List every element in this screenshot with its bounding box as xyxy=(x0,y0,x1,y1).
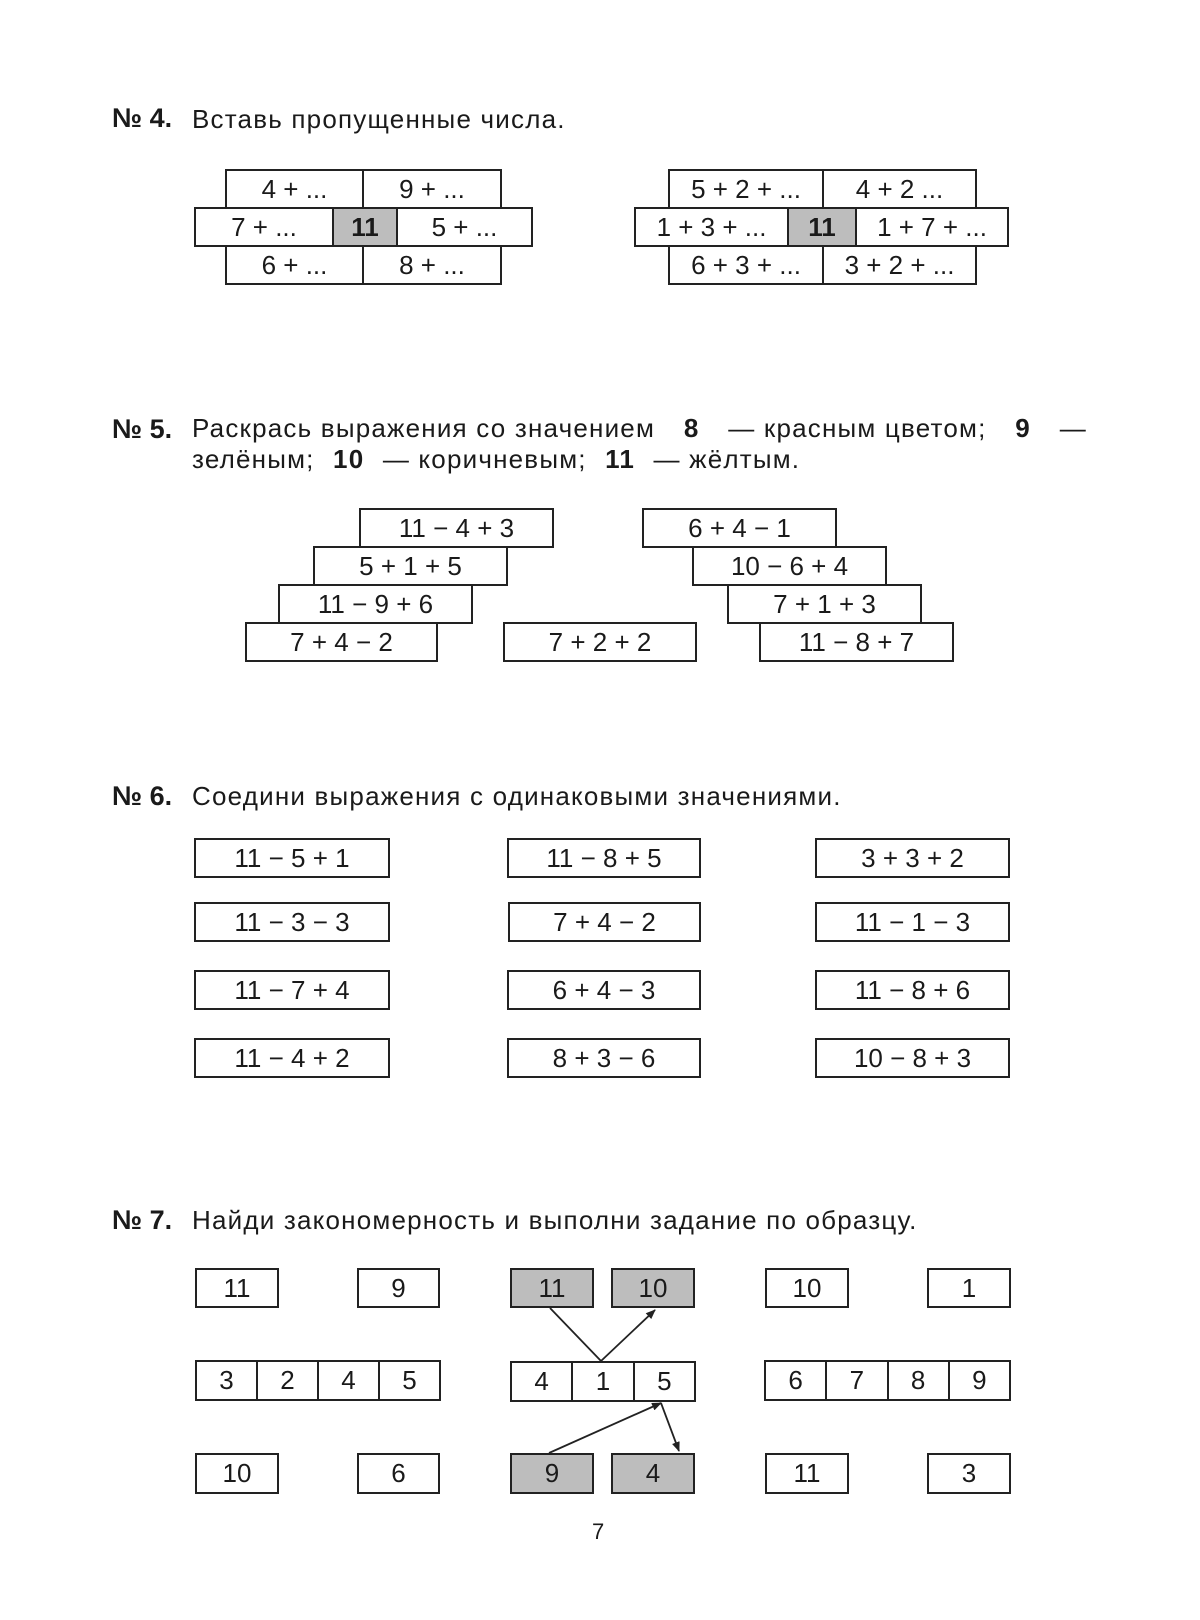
t5-right-expr-4[interactable]: 11 − 8 + 7 xyxy=(759,622,954,662)
t7-g3-cell: 8 xyxy=(887,1362,948,1399)
t7-g2-top-right: 10 xyxy=(611,1268,695,1308)
t5-left-expr-3[interactable]: 11 − 9 + 6 xyxy=(278,584,473,624)
t6-col2-expr[interactable]: 11 − 8 + 5 xyxy=(507,838,701,878)
t7-g3-bottom-left: 11 xyxy=(765,1453,849,1494)
t4a-bottom-left[interactable]: 6 + ... xyxy=(225,245,364,285)
t7-g3-number-row[interactable] xyxy=(764,1360,1011,1401)
t7-g3-cell: 7 xyxy=(825,1362,886,1399)
t5-right-expr-2[interactable]: 10 − 6 + 4 xyxy=(692,546,887,586)
t7-g1-bottom-right: 6 xyxy=(357,1453,440,1494)
t7-g1-cell: 2 xyxy=(256,1362,317,1399)
t7-g1-cell: 4 xyxy=(317,1362,378,1399)
t7-g1-bottom-left: 10 xyxy=(195,1453,279,1494)
t5-middle-expr[interactable]: 7 + 2 + 2 xyxy=(503,622,697,662)
task4-number: № 4. xyxy=(112,103,173,133)
t6-col2-expr[interactable]: 8 + 3 − 6 xyxy=(507,1038,701,1078)
t4b-bottom-left[interactable]: 6 + 3 + ... xyxy=(668,245,824,285)
arrow-line xyxy=(601,1310,655,1361)
task6-instruction: Соедини выражения с одинаковыми значениями. xyxy=(192,781,842,811)
page-number: 7 xyxy=(592,1519,605,1544)
t6-col1-expr[interactable]: 11 − 4 + 2 xyxy=(194,1038,390,1078)
t6-col2-expr[interactable]: 7 + 4 − 2 xyxy=(508,902,701,942)
t5-left-expr-2[interactable]: 5 + 1 + 5 xyxy=(313,546,508,586)
t6-col1-expr[interactable]: 11 − 3 − 3 xyxy=(194,902,390,942)
t4b-center: 11 xyxy=(787,207,857,247)
t7-g1-top-left: 11 xyxy=(195,1268,279,1308)
t7-g2-cell: 5 xyxy=(633,1363,694,1400)
arrow-line xyxy=(550,1308,601,1361)
t4a-top-right[interactable]: 9 + ... xyxy=(362,169,502,209)
t5-right-expr-3[interactable]: 7 + 1 + 3 xyxy=(727,584,922,624)
t4b-top-right[interactable]: 4 + 2 ... xyxy=(822,169,977,209)
t6-col3-expr[interactable]: 10 − 8 + 3 xyxy=(815,1038,1010,1078)
t4a-bottom-right[interactable]: 8 + ... xyxy=(362,245,502,285)
task4-instruction: Вставь пропущенные числа. xyxy=(192,104,566,134)
task5-instruction-line2: зелёным; 10 — коричневым; 11 — жёлтым. xyxy=(192,444,801,474)
task7-number: № 7. xyxy=(112,1205,173,1235)
t6-col3-expr[interactable]: 11 − 8 + 6 xyxy=(815,970,1010,1010)
t4a-mid-left[interactable]: 7 + ... xyxy=(194,207,334,247)
t7-g3-cell: 6 xyxy=(788,1365,803,1395)
t4b-bottom-right[interactable]: 3 + 2 + ... xyxy=(822,245,977,285)
t7-g3-bottom-right: 3 xyxy=(927,1453,1011,1494)
t4b-mid-right[interactable]: 1 + 7 + ... xyxy=(855,207,1009,247)
t7-g3-cell: 9 xyxy=(948,1362,1009,1399)
t6-col1-expr[interactable]: 11 − 7 + 4 xyxy=(194,970,390,1010)
t7-g2-bottom-right: 4 xyxy=(611,1453,695,1494)
task6-number: № 6. xyxy=(112,781,173,811)
t7-g1-cell: 5 xyxy=(378,1362,439,1399)
t6-col2-expr[interactable]: 6 + 4 − 3 xyxy=(507,970,701,1010)
t4a-center: 11 xyxy=(332,207,398,247)
task5-instruction-line1: Раскрась выражения со значением 8 — красным цветом; 9 — xyxy=(192,413,1087,443)
t7-g2-bottom-left: 9 xyxy=(510,1453,594,1494)
t6-col1-expr[interactable]: 11 − 5 + 1 xyxy=(194,838,390,878)
t7-g2-cell: 4 xyxy=(534,1366,549,1396)
t4a-mid-right[interactable]: 5 + ... xyxy=(396,207,533,247)
t7-g2-cell: 1 xyxy=(571,1363,632,1400)
arrow-line xyxy=(661,1403,679,1451)
t4a-top-left[interactable]: 4 + ... xyxy=(225,169,364,209)
arrow-line xyxy=(549,1403,661,1453)
t5-left-expr-1[interactable]: 11 − 4 + 3 xyxy=(359,508,554,548)
t6-col3-expr[interactable]: 3 + 3 + 2 xyxy=(815,838,1010,878)
t4b-mid-left[interactable]: 1 + 3 + ... xyxy=(634,207,789,247)
t7-g1-cell: 3 xyxy=(219,1365,234,1395)
t7-g3-top-left: 10 xyxy=(765,1268,849,1308)
task5-number: № 5. xyxy=(112,414,173,444)
t7-g1-top-right: 9 xyxy=(357,1268,440,1308)
t5-right-expr-1[interactable]: 6 + 4 − 1 xyxy=(642,508,837,548)
t4b-top-left[interactable]: 5 + 2 + ... xyxy=(668,169,824,209)
t7-g3-top-right: 1 xyxy=(927,1268,1011,1308)
t5-left-expr-4[interactable]: 7 + 4 − 2 xyxy=(245,622,438,662)
task7-instruction: Найди закономерность и выполни задание по образцу. xyxy=(192,1205,918,1235)
t7-g2-top-left: 11 xyxy=(510,1268,594,1308)
t6-col3-expr[interactable]: 11 − 1 − 3 xyxy=(815,902,1010,942)
